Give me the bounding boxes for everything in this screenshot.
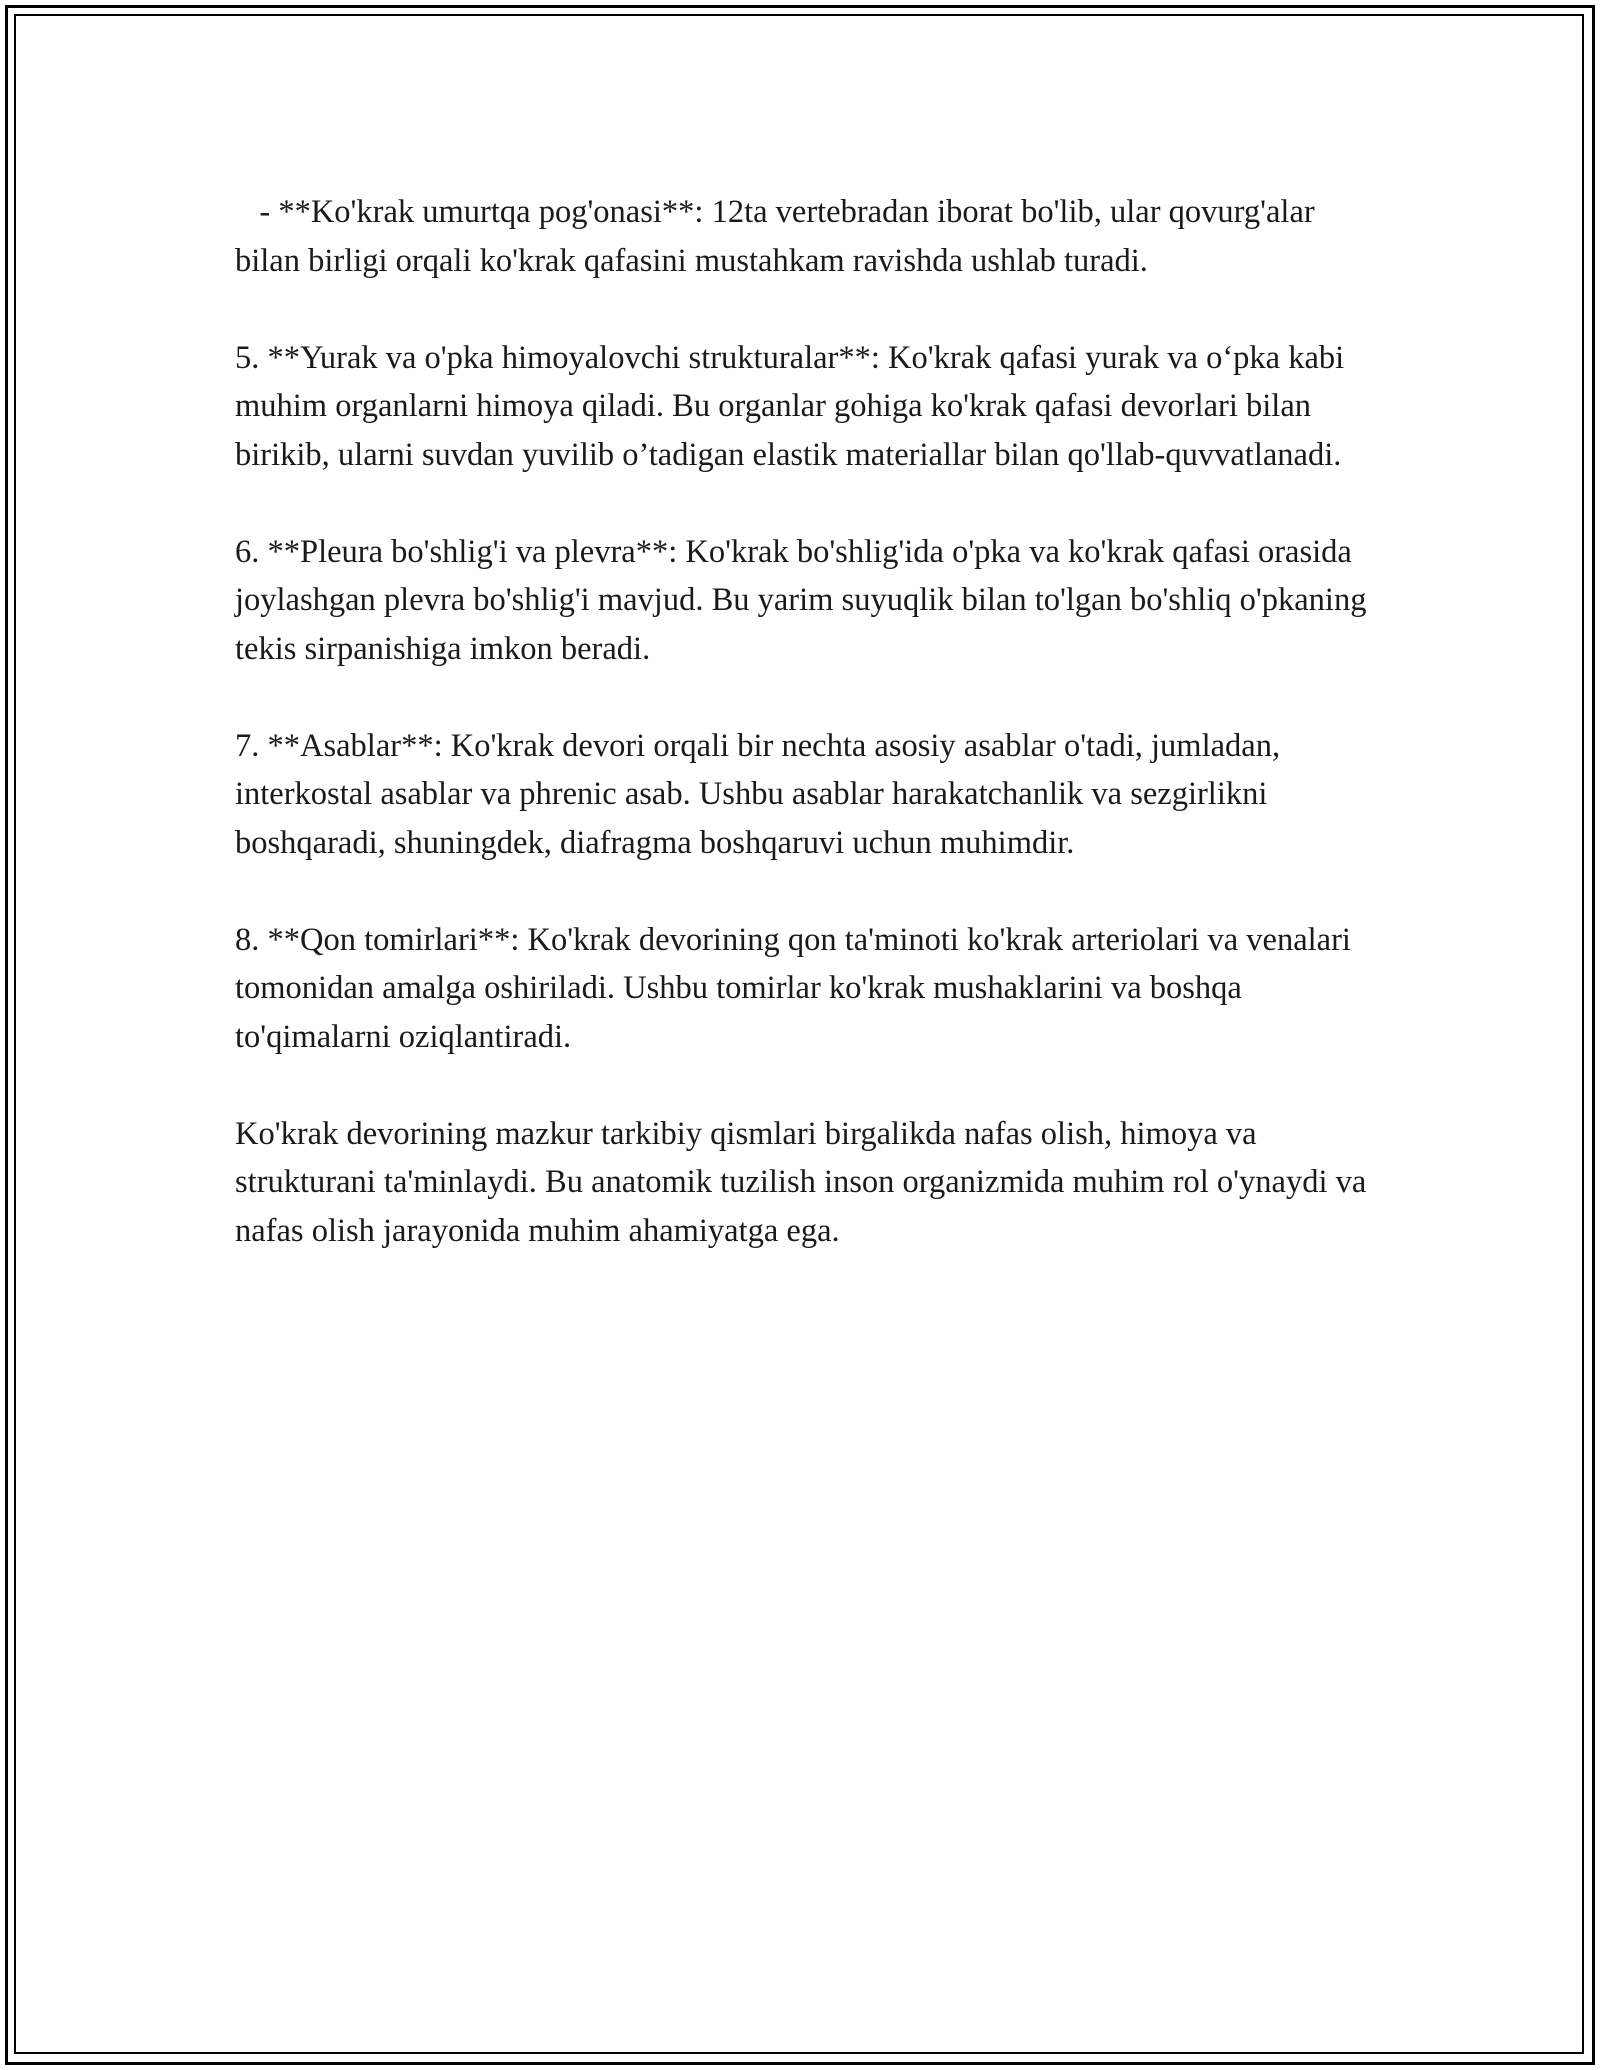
- document-body: [235, 188, 1375, 1304]
- paragraph-heart-lung-structures: 5. **Yurak va o'pka himoyalovchi strukturalar**: Ko'krak qafasi yurak va o‘pka kabi muhim organlarni himoya qiladi. Bu organlar gohiga ko'krak qafasi devorlari bilan birikib, ularni suvdan yuvilib o’tadigan elastik materiallar bilan qo'llab-quvvatlanadi.: [235, 339, 1353, 473]
- paragraph-pleura: 6. **Pleura bo'shlig'i va plevra**: Ko'krak bo'shlig'ida o'pka va ko'krak qafasi orasida joylashgan plevra bo'shlig'i mavjud. Bu yarim suyuqlik bilan to'lgan bo'shliq o'pkaning tekis sirpanishiga imkon beradi.: [235, 533, 1375, 667]
- paragraph-blood-vessels: 8. **Qon tomirlari**: Ko'krak devorining qon ta'minoti ko'krak arteriolari va venalari tomonidan amalga oshiriladi. Ushbu tomirlar ko'krak mushaklarini va boshqa to'qimalarni oziqlantiradi.: [235, 921, 1360, 1055]
- paragraph-conclusion: Ko'krak devorining mazkur tarkibiy qismlari birgalikda nafas olish, himoya va strukturani ta'minlaydi. Bu anatomik tuzilish inson organizmida muhim rol o'ynaydi va nafas olish jarayonida muhim ahamiyatga ega.: [235, 1115, 1375, 1249]
- paragraph-nerves: 7. **Asablar**: Ko'krak devori orqali bir nechta asosiy asablar o'tadi, jumladan, interkostal asablar va phrenic asab. Ushbu asablar harakatchanlik va sezgirlikni boshqaradi, shuningdek, diafragma boshqaruvi uchun muhimdir.: [235, 727, 1289, 861]
- paragraph-thoracic-spine: - **Ko'krak umurtqa pog'onasi**: 12ta vertebradan iborat bo'lib, ular qovurg'alar bilan birligi orqali ko'krak qafasini mustahkam ravishda ushlab turadi.: [235, 194, 1323, 279]
